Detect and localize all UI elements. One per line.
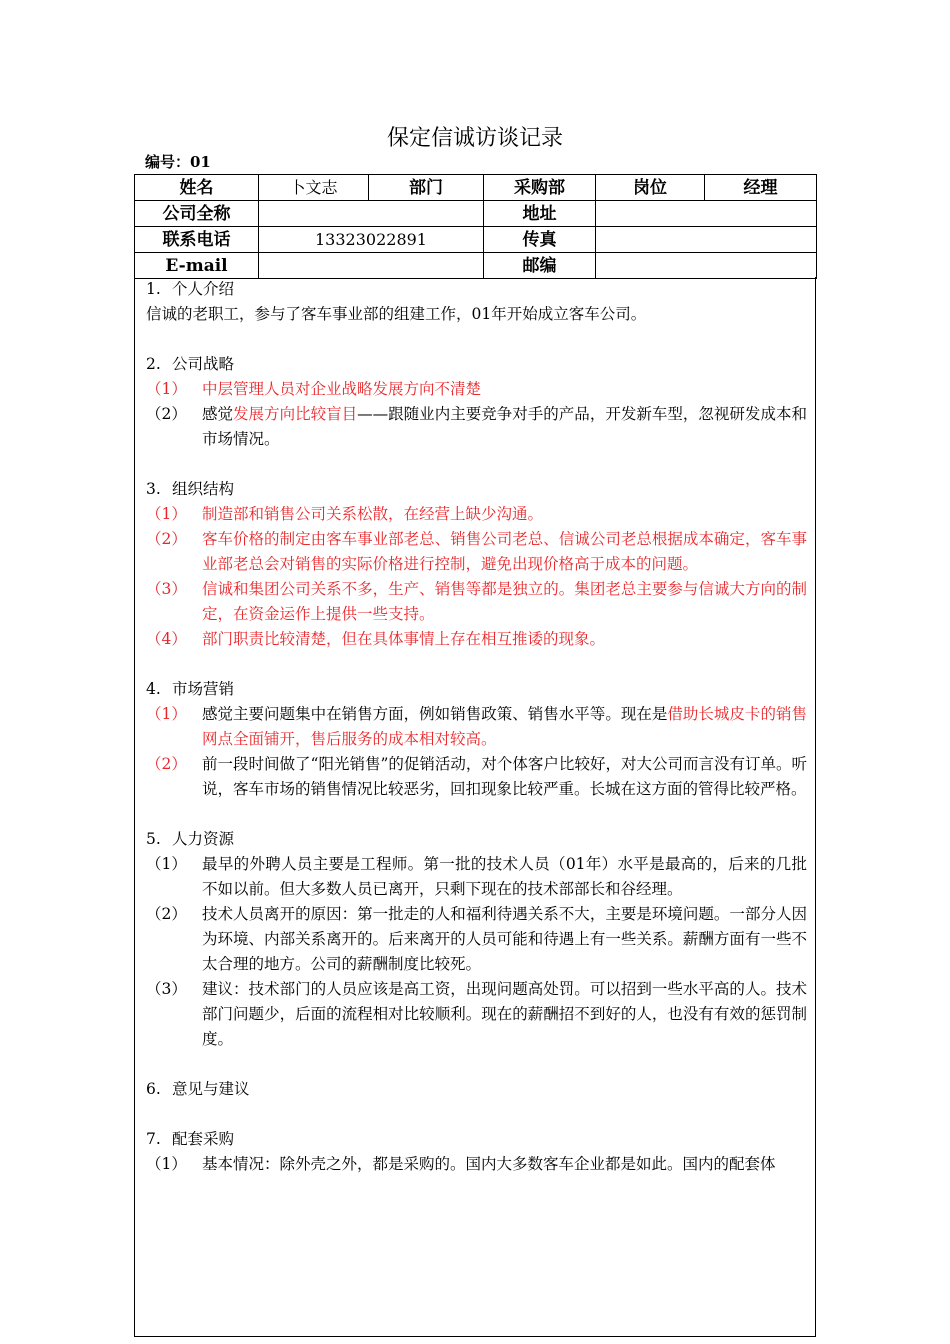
name-label: 姓名 — [135, 175, 259, 201]
paragraph: 信诚的老职工，参与了客车事业部的组建工作，01年开始成立客车公司。 — [146, 305, 647, 323]
fax-label: 传真 — [484, 227, 596, 253]
table-row — [135, 227, 817, 253]
list-item: （4） 部门职责比较清楚，但在具体事情上存在相互推诿的现象。 — [146, 630, 606, 648]
address-label: 地址 — [484, 201, 596, 227]
section-personal-intro — [146, 277, 807, 327]
list-item: （2） 感觉发展方向比较盲目——跟随业内主要竞争对手的产品，开发新车型，忽视研发成本和市场情况。 — [146, 405, 807, 448]
zip-label: 邮编 — [484, 253, 596, 279]
list-item: （2） 前一段时间做了“阳光销售”的促销活动，对个体客户比较好，对大公司而言没有订单。听说，客车市场的销售情况比较恶劣，回扣现象比较严重。长城在这方面的管得比较严格。 — [146, 755, 807, 798]
company-value — [259, 201, 484, 227]
table-row — [135, 253, 817, 279]
list-item: （1） 中层管理人员对企业战略发展方向不清楚 — [146, 380, 482, 398]
record-number: 编号：01 — [145, 153, 211, 171]
list-item: （2） 客车价格的制定由客车事业部老总、销售公司老总、信诚公司老总根据成本确定，客车事业部老总会对销售的实际价格进行控制，避免出现价格高于成本的问题。 — [146, 530, 807, 573]
zip-value — [596, 253, 817, 279]
email-label: E-mail — [135, 253, 259, 279]
section-marketing — [146, 677, 807, 802]
list-item: （1） 基本情况：除外壳之外，都是采购的。国内大多数客车企业都是如此。国内的配套体 — [146, 1155, 776, 1173]
phone-value: 13323022891 — [259, 227, 484, 253]
company-label: 公司全称 — [135, 201, 259, 227]
section-title: 5. 人力资源 — [146, 830, 235, 848]
address-value — [596, 201, 817, 227]
section-procurement — [146, 1127, 807, 1177]
list-item: （3） 信诚和集团公司关系不多，生产、销售等都是独立的。集团老总主要参与信诚大方向的制定，在资金运作上提供一些支持。 — [146, 580, 807, 623]
post-value: 经理 — [705, 175, 817, 201]
list-item: （1） 制造部和销售公司关系松散，在经营上缺少沟通。 — [146, 505, 544, 523]
fax-value — [596, 227, 817, 253]
section-opinions — [146, 1077, 807, 1102]
interview-body — [134, 277, 816, 1337]
name-value: 卜文志 — [259, 175, 369, 201]
section-title: 1. 个人介绍 — [146, 280, 235, 298]
section-title: 2. 公司战略 — [146, 355, 235, 373]
document-title: 保定信诚访谈记录 — [386, 126, 563, 151]
list-item: （1） 感觉主要问题集中在销售方面，例如销售政策、销售水平等。现在是借助长城皮卡的销售网点全面铺开，售后服务的成本相对较高。 — [146, 705, 807, 748]
section-title: 7. 配套采购 — [146, 1130, 235, 1148]
list-item: （2） 技术人员离开的原因：第一批走的人和福利待遇关系不大，主要是环境问题。一部分人因为环境、内部关系离开的。后来离开的人员可能和待遇上有一些关系。薪酬方面有一些不太合理的地方。公司的薪酬制度比较死。 — [146, 905, 807, 973]
post-label: 岗位 — [596, 175, 705, 201]
section-title: 3. 组织结构 — [146, 480, 235, 498]
list-item: （3） 建议：技术部门的人员应该是高工资，出现问题高处罚。可以招到一些水平高的人。技术部门问题少，后面的流程相对比较顺利。现在的薪酬招不到好的人，也没有有效的惩罚制度。 — [146, 980, 807, 1048]
email-value — [259, 253, 484, 279]
info-table — [134, 174, 817, 279]
section-hr — [146, 827, 807, 1052]
list-item: （1） 最早的外聘人员主要是工程师。第一批的技术人员（01年）水平是最高的，后来的几批不如以前。但大多数人员已离开，只剩下现在的技术部部长和谷经理。 — [146, 855, 807, 898]
section-title: 4. 市场营销 — [146, 680, 235, 698]
dept-label: 部门 — [369, 175, 484, 201]
section-org-structure — [146, 477, 807, 652]
phone-label: 联系电话 — [135, 227, 259, 253]
table-row — [135, 201, 817, 227]
section-title: 6. 意见与建议 — [146, 1080, 250, 1098]
section-company-strategy — [146, 352, 807, 452]
dept-value: 采购部 — [484, 175, 596, 201]
table-row — [135, 175, 817, 201]
